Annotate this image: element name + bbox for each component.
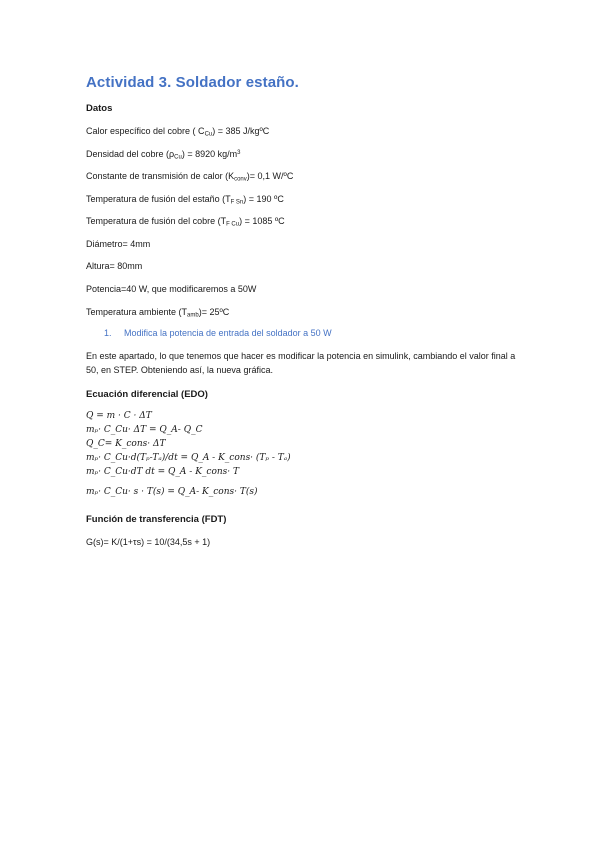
transfer-function-line: G(s)= K/(1+τs) = 10/(34,5s + 1) [86,537,211,547]
equation-line: mₚ· C_Cu·dT dt = Q_A - K_cons· T [86,467,240,477]
potencia-line: Potencia=40 W, que modificaremos a 50W [86,284,257,294]
fdt-heading: Función de transferencia (FDT) [86,514,227,525]
equation-line: mₚ· C_Cu· ΔT = Q_A- Q_C [86,425,203,435]
equation-line: Q = m · C · ΔT [86,411,152,421]
page-title: Actividad 3. Soldador estaño. [86,74,299,91]
densidad-line: Densidad del cobre $(\rho_{Cu}) = 8920$ $kg/m^3$ [86,149,241,161]
diametro-line: Diámetro= 4mm [86,239,151,249]
equation-line: Q_C= K_cons· ΔT [86,439,166,449]
altura-line: Altura= 80mm [86,261,143,271]
body-paragraph: En este apartado, lo que tenemos que hacer es modificar la potencia en simulink, cambiando el valor final a 50, en STEP. Obteniendo así, la nueva gráfica. [86,351,516,375]
fusion-estano-line: Temperatura de fusión del estaño $(T_{F Sn}) = 190$ ºC [86,194,284,206]
equation-line: mₚ· C_Cu·d(Tₚ-Tₐ)/dt = Q_A - K_cons· (Tₚ - Tₐ) [86,453,291,463]
constante-line: Constante de transmisión de calor $(K_{conv})= 0,1$ W/ºC [86,171,294,183]
datos-heading: Datos [86,103,113,114]
calor-especifico-line: Calor específico del cobre ( $C_{Cu}) = 385$ J/kgºC [86,126,270,138]
list-item: 1. Modifica la potencia de entrada del soldador a 50 W [104,328,332,338]
fusion-cobre-line: Temperatura de fusión del cobre $(T_{F Cu}) = 1085$ ºC [86,216,285,228]
equation-line: mₚ· C_Cu· s · T(s) = Q_A- K_cons· T(s) [86,487,258,497]
temperatura-ambiente-line: Temperatura ambiente $(T_{amb})=$ 25ºC [86,307,230,319]
edo-heading: Ecuación diferencial (EDO) [86,389,208,400]
